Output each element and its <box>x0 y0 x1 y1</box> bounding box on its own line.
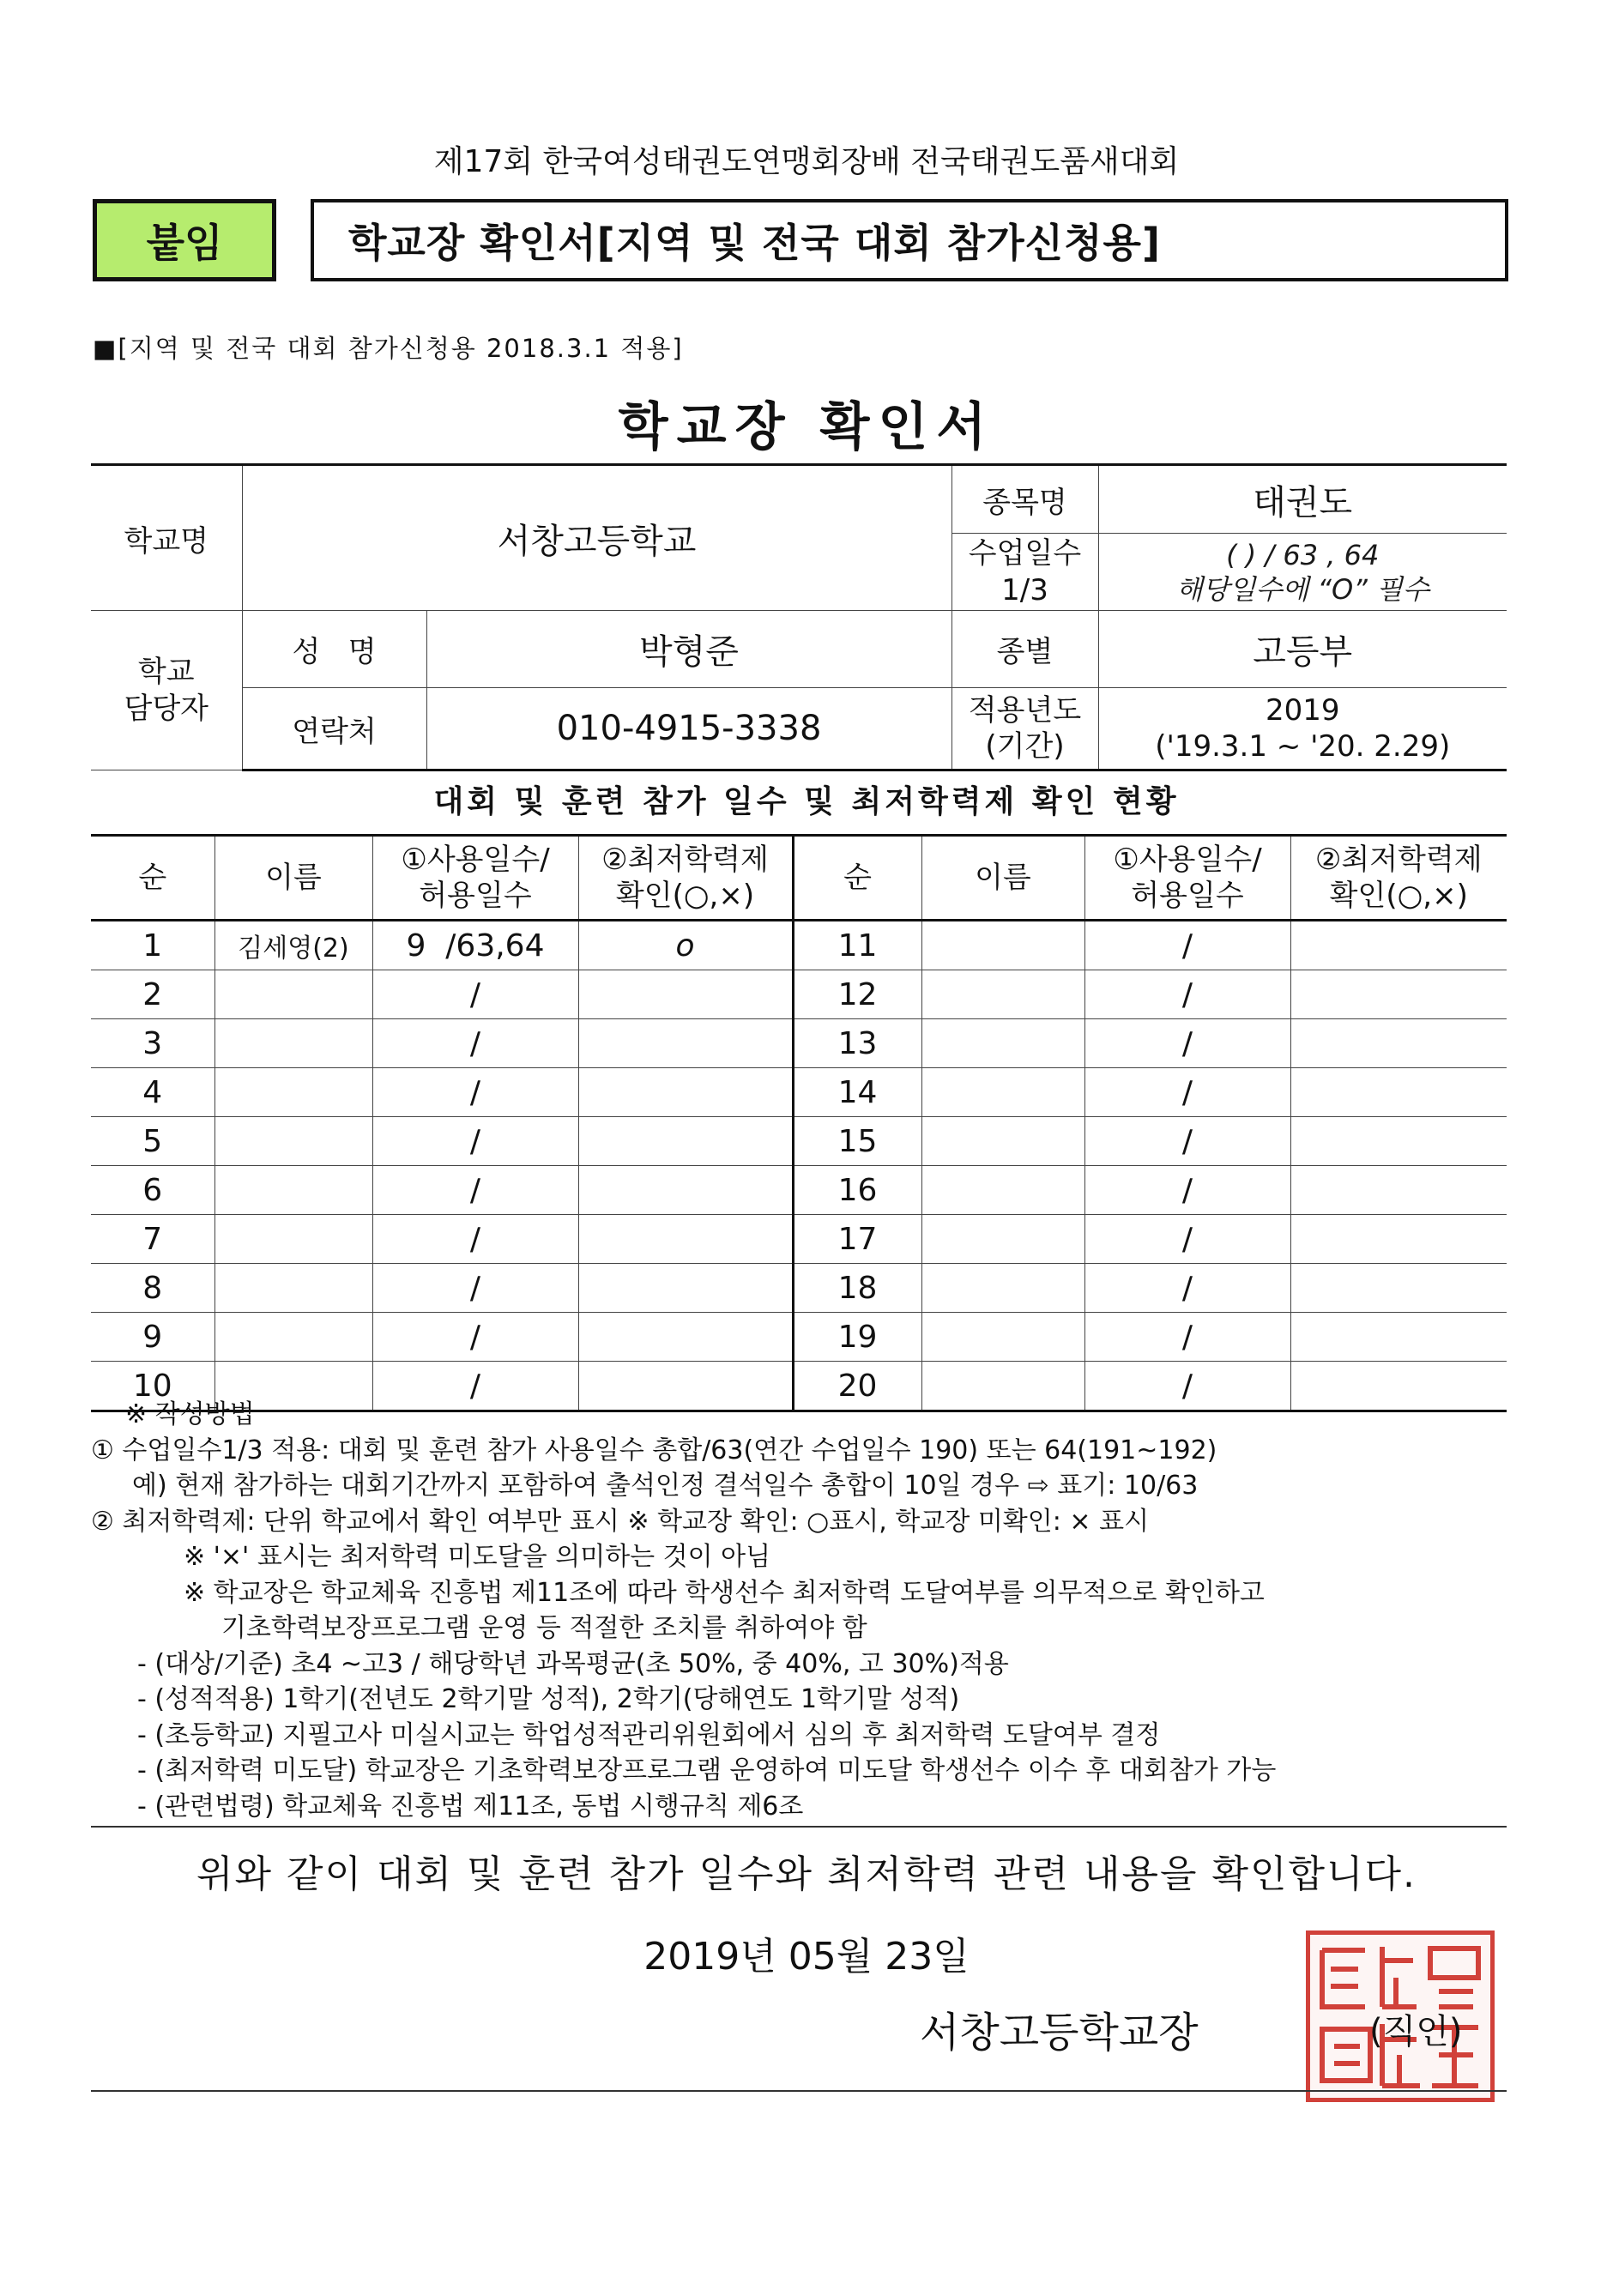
row-no: 6 <box>91 1166 214 1215</box>
row-days: / <box>372 1215 578 1264</box>
row-name <box>214 1215 372 1264</box>
row-name <box>921 1166 1084 1215</box>
table-row <box>91 1117 1507 1166</box>
row-check <box>1290 1264 1507 1313</box>
row-check <box>578 1166 793 1215</box>
row-check: o <box>578 921 793 970</box>
row-days: / <box>372 1019 578 1068</box>
row-check <box>578 1313 793 1362</box>
row-name <box>214 970 372 1019</box>
issue-date: 2019년 05월 23일 <box>643 1935 970 1979</box>
days-value: ( ) / 63 , 64 해당일수에 “O” 필수 <box>1098 534 1507 611</box>
confirm-text: 위와 같이 대회 및 훈련 참가 일수와 최저학력 관련 내용을 확인합니다. <box>196 1852 1417 1896</box>
days-label: 수업일수 1/3 <box>951 534 1098 611</box>
row-name: 김세영(2) <box>214 921 372 970</box>
table-row <box>91 1019 1507 1068</box>
row-no: 19 <box>793 1313 921 1362</box>
row-days: / <box>1084 1019 1290 1068</box>
division-label: 종별 <box>951 611 1098 688</box>
row-no: 17 <box>793 1215 921 1264</box>
note-line: ※ 학교장은 학교체육 진흥법 제11조에 따라 학생선수 최저학력 도달여부를 의무적으로 확인하고 <box>184 1577 1265 1608</box>
row-days: / <box>1084 921 1290 970</box>
table-row <box>91 970 1507 1019</box>
note-line: - (대상/기준) 초4 ~고3 / 해당학년 과목평균(초 50%, 중 40%, 고 30%)적용 <box>137 1648 1009 1679</box>
row-name <box>921 1313 1084 1362</box>
table-row <box>91 1215 1507 1264</box>
row-name <box>921 1019 1084 1068</box>
note-line: - (성적적용) 1학기(전년도 2학기말 성적), 2학기(당해연도 1학기말 성적) <box>137 1684 960 1714</box>
col-check: ②최저학력제 확인(○,×) <box>578 836 793 921</box>
note-line: - (관련법령) 학교체육 진흥법 제11조, 동법 시행규칙 제6조 <box>137 1791 804 1822</box>
contact-value: 010-4915-3338 <box>426 688 951 770</box>
table-row <box>91 1264 1507 1313</box>
row-days: 9 /63,64 <box>372 921 578 970</box>
row-no: 8 <box>91 1264 214 1313</box>
row-days: / <box>1084 1117 1290 1166</box>
row-check <box>578 1019 793 1068</box>
note-line: 기초학력보장프로그램 운영 등 적절한 조치를 취하여야 함 <box>221 1613 867 1643</box>
name-value: 박형준 <box>426 611 951 688</box>
year-label: 적용년도 (기간) <box>951 688 1098 770</box>
row-days: / <box>372 970 578 1019</box>
row-days: / <box>1084 1215 1290 1264</box>
row-name <box>921 1215 1084 1264</box>
year-value: 2019 ('19.3.1 ~ '20. 2.29) <box>1098 688 1507 770</box>
divider <box>91 1826 1507 1828</box>
row-no: 10 <box>91 1362 214 1411</box>
row-days: / <box>1084 1068 1290 1117</box>
row-check <box>578 1215 793 1264</box>
row-no: 16 <box>793 1166 921 1215</box>
row-days: / <box>372 1264 578 1313</box>
attachment-label: 붙임 <box>93 199 276 281</box>
row-check <box>578 1068 793 1117</box>
note-line: ② 최저학력제: 단위 학교에서 확인 여부만 표시 ※ 학교장 확인: ○표시, 학교장 미확인: × 표시 <box>91 1506 1150 1537</box>
row-name <box>921 970 1084 1019</box>
row-check <box>1290 1068 1507 1117</box>
row-name <box>214 1068 372 1117</box>
table-header-row <box>91 836 1507 921</box>
row-name <box>214 1117 372 1166</box>
row-check <box>1290 1019 1507 1068</box>
main-title: 학교장 확인서 <box>618 397 995 457</box>
row-check <box>1290 921 1507 970</box>
row-no: 2 <box>91 970 214 1019</box>
event-value: 태권도 <box>1098 465 1507 534</box>
divider <box>91 2090 1507 2092</box>
row-name <box>214 1019 372 1068</box>
row-no: 14 <box>793 1068 921 1117</box>
row-check <box>1290 1166 1507 1215</box>
row-check <box>1290 1215 1507 1264</box>
row-no: 13 <box>793 1019 921 1068</box>
col-name: 이름 <box>214 836 372 921</box>
note-line: 예) 현재 참가하는 대회기간까지 포함하여 출석인정 결석일수 총합이 10일 경우 ⇨ 표기: 10/63 <box>132 1471 1199 1501</box>
col-name: 이름 <box>921 836 1084 921</box>
writing-guide <box>91 1397 1507 1824</box>
note-line: ※ '×' 표시는 최저학력 미도달을 의미하는 것이 아님 <box>184 1542 771 1572</box>
signer-name: 서창고등학교장 <box>920 2009 1199 2057</box>
row-no: 15 <box>793 1117 921 1166</box>
col-no: 순 <box>91 836 214 921</box>
staff-label: 학교 담당자 <box>91 611 242 770</box>
row-name <box>214 1313 372 1362</box>
event-title: 제17회 한국여성태권도연맹회장배 전국태권도품새대회 <box>433 144 1180 179</box>
col-days: ①사용일수/ 허용일수 <box>1084 836 1290 921</box>
row-days: / <box>1084 1264 1290 1313</box>
division-value: 고등부 <box>1098 611 1507 688</box>
seal-mark: (직인) <box>1369 2012 1463 2051</box>
row-name <box>214 1166 372 1215</box>
row-no: 4 <box>91 1068 214 1117</box>
table-row <box>91 921 1507 970</box>
row-no: 18 <box>793 1264 921 1313</box>
row-no: 1 <box>91 921 214 970</box>
row-check <box>1290 970 1507 1019</box>
row-name <box>921 921 1084 970</box>
row-no: 20 <box>793 1362 921 1411</box>
document-title: 학교장 확인서[지역 및 전국 대회 참가신청용] <box>311 199 1508 281</box>
row-check <box>578 1117 793 1166</box>
row-check <box>1290 1117 1507 1166</box>
section-title: 대회 및 훈련 참가 일수 및 최저학력제 확인 현황 <box>433 784 1180 819</box>
row-days: / <box>1084 970 1290 1019</box>
row-check <box>1290 1313 1507 1362</box>
table-row <box>91 1313 1507 1362</box>
row-name <box>921 1068 1084 1117</box>
event-label: 종목명 <box>951 465 1098 534</box>
row-days: / <box>372 1117 578 1166</box>
row-check <box>578 1264 793 1313</box>
sub-note: ■[지역 및 전국 대회 참가신청용 2018.3.1 적용] <box>93 334 684 363</box>
note-line: - (최저학력 미도달) 학교장은 기초학력보장프로그램 운영하여 미도달 학생선수 이수 후 대회참가 가능 <box>137 1755 1277 1785</box>
row-days: / <box>1084 1166 1290 1215</box>
table-row <box>91 1166 1507 1215</box>
col-check: ②최저학력제 확인(○,×) <box>1290 836 1507 921</box>
row-no: 5 <box>91 1117 214 1166</box>
row-no: 7 <box>91 1215 214 1264</box>
col-days: ①사용일수/ 허용일수 <box>372 836 578 921</box>
row-days: / <box>372 1166 578 1215</box>
name-label: 성 명 <box>242 611 426 688</box>
row-days: / <box>1084 1313 1290 1362</box>
info-table <box>91 463 1507 771</box>
school-value: 서창고등학교 <box>242 465 951 611</box>
row-name <box>921 1117 1084 1166</box>
row-no: 9 <box>91 1313 214 1362</box>
note-line: ① 수업일수1/3 적용: 대회 및 훈련 참가 사용일수 총합/63(연간 수업일수 190) 또는 64(191~192) <box>91 1435 1217 1465</box>
row-no: 3 <box>91 1019 214 1068</box>
row-days: / <box>372 1362 578 1411</box>
row-days: / <box>372 1068 578 1117</box>
note-line: ※ 작성방법 <box>125 1399 255 1429</box>
row-check <box>578 970 793 1019</box>
participation-table <box>91 834 1507 1412</box>
table-row <box>91 1068 1507 1117</box>
contact-label: 연락처 <box>242 688 426 770</box>
row-no: 11 <box>793 921 921 970</box>
school-label: 학교명 <box>91 465 242 611</box>
row-days: / <box>1084 1362 1290 1411</box>
note-line: - (초등학교) 지필고사 미실시교는 학업성적관리위원회에서 심의 후 최저학력 도달여부 결정 <box>137 1719 1161 1750</box>
col-no: 순 <box>793 836 921 921</box>
row-name <box>214 1264 372 1313</box>
row-no: 12 <box>793 970 921 1019</box>
row-days: / <box>372 1313 578 1362</box>
row-name <box>921 1264 1084 1313</box>
